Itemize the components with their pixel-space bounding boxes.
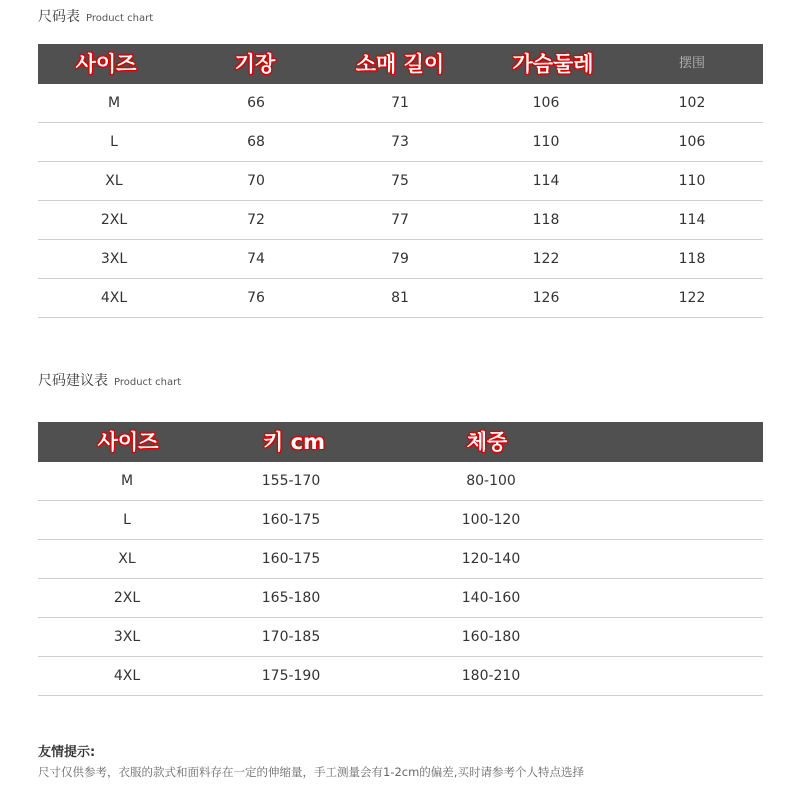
cell-length: 70 bbox=[247, 173, 265, 189]
header-weight: 체중 bbox=[466, 430, 508, 454]
table-row bbox=[38, 618, 763, 657]
cell-hem: 118 bbox=[678, 251, 706, 267]
size-chart-title-en: Product chart bbox=[86, 13, 154, 24]
table-row bbox=[38, 84, 763, 123]
cell-weight: 180-210 bbox=[461, 668, 521, 684]
cell-hem: 122 bbox=[678, 290, 706, 306]
cell-weight: 80-100 bbox=[466, 473, 516, 489]
cell-length: 72 bbox=[247, 212, 265, 228]
size-chart-header bbox=[38, 44, 763, 84]
cell-size: 3XL bbox=[113, 629, 141, 645]
cell-size: M bbox=[120, 473, 134, 489]
cell-size: 2XL bbox=[113, 590, 141, 606]
cell-size: 4XL bbox=[113, 668, 141, 684]
cell-height: 160-175 bbox=[261, 512, 321, 528]
table-row bbox=[38, 657, 763, 696]
cell-length: 66 bbox=[247, 95, 265, 111]
cell-size: L bbox=[123, 512, 131, 528]
cell-size: 3XL bbox=[100, 251, 128, 267]
suggest-chart-title bbox=[38, 370, 181, 390]
table-row bbox=[38, 540, 763, 579]
cell-length: 68 bbox=[247, 134, 265, 150]
cell-weight: 120-140 bbox=[461, 551, 521, 567]
header-size: 사이즈 bbox=[75, 52, 137, 76]
cell-height: 160-175 bbox=[261, 551, 321, 567]
cell-weight: 100-120 bbox=[461, 512, 521, 528]
suggest-chart-table bbox=[38, 422, 763, 696]
cell-chest: 126 bbox=[532, 290, 560, 306]
cell-height: 175-190 bbox=[261, 668, 321, 684]
header-height: 키 cm bbox=[263, 430, 325, 454]
table-row bbox=[38, 123, 763, 162]
cell-size: L bbox=[110, 134, 118, 150]
cell-chest: 118 bbox=[532, 212, 560, 228]
cell-hem: 110 bbox=[678, 173, 706, 189]
cell-sleeve: 79 bbox=[391, 251, 409, 267]
table-row bbox=[38, 162, 763, 201]
tip-text: 尺寸仅供参考，衣服的款式和面料存在一定的伸缩量，手工测量会有1-2cm的偏差,买时请参考个人特点选择 bbox=[38, 765, 584, 779]
cell-size: 4XL bbox=[100, 290, 128, 306]
tip-title: 友情提示: bbox=[38, 745, 96, 760]
cell-hem: 102 bbox=[678, 95, 706, 111]
cell-hem: 106 bbox=[678, 134, 706, 150]
suggest-chart-header bbox=[38, 422, 763, 462]
header-sleeve-length: 소매 길이 bbox=[355, 52, 445, 76]
cell-chest: 110 bbox=[532, 134, 560, 150]
table-row bbox=[38, 501, 763, 540]
cell-sleeve: 73 bbox=[391, 134, 409, 150]
cell-height: 165-180 bbox=[261, 590, 321, 606]
cell-weight: 160-180 bbox=[461, 629, 521, 645]
size-chart-table bbox=[38, 44, 763, 318]
header-length: 기장 bbox=[234, 52, 276, 76]
cell-size: M bbox=[107, 95, 121, 111]
table-row bbox=[38, 240, 763, 279]
cell-length: 74 bbox=[247, 251, 265, 267]
cell-size: 2XL bbox=[100, 212, 128, 228]
header-chest: 가슴둘레 bbox=[512, 52, 594, 76]
cell-chest: 114 bbox=[532, 173, 560, 189]
header-hem: 摆围 bbox=[678, 56, 706, 71]
size-chart-title bbox=[38, 6, 153, 26]
table-row bbox=[38, 201, 763, 240]
cell-sleeve: 81 bbox=[391, 290, 409, 306]
cell-hem: 114 bbox=[678, 212, 706, 228]
cell-sleeve: 77 bbox=[391, 212, 409, 228]
cell-size: XL bbox=[105, 173, 123, 189]
cell-sleeve: 71 bbox=[391, 95, 409, 111]
table-row bbox=[38, 579, 763, 618]
cell-chest: 106 bbox=[532, 95, 560, 111]
cell-height: 170-185 bbox=[261, 629, 321, 645]
cell-chest: 122 bbox=[532, 251, 560, 267]
cell-height: 155-170 bbox=[261, 473, 321, 489]
cell-weight: 140-160 bbox=[461, 590, 521, 606]
cell-sleeve: 75 bbox=[391, 173, 409, 189]
table-row bbox=[38, 462, 763, 501]
size-chart-title-zh: 尺码表 bbox=[38, 9, 80, 25]
suggest-chart-title-en: Product chart bbox=[114, 377, 182, 388]
cell-length: 76 bbox=[247, 290, 265, 306]
table-row bbox=[38, 279, 763, 318]
header-size: 사이즈 bbox=[97, 430, 159, 454]
cell-size: XL bbox=[118, 551, 136, 567]
suggest-chart-title-zh: 尺码建议表 bbox=[38, 373, 108, 389]
